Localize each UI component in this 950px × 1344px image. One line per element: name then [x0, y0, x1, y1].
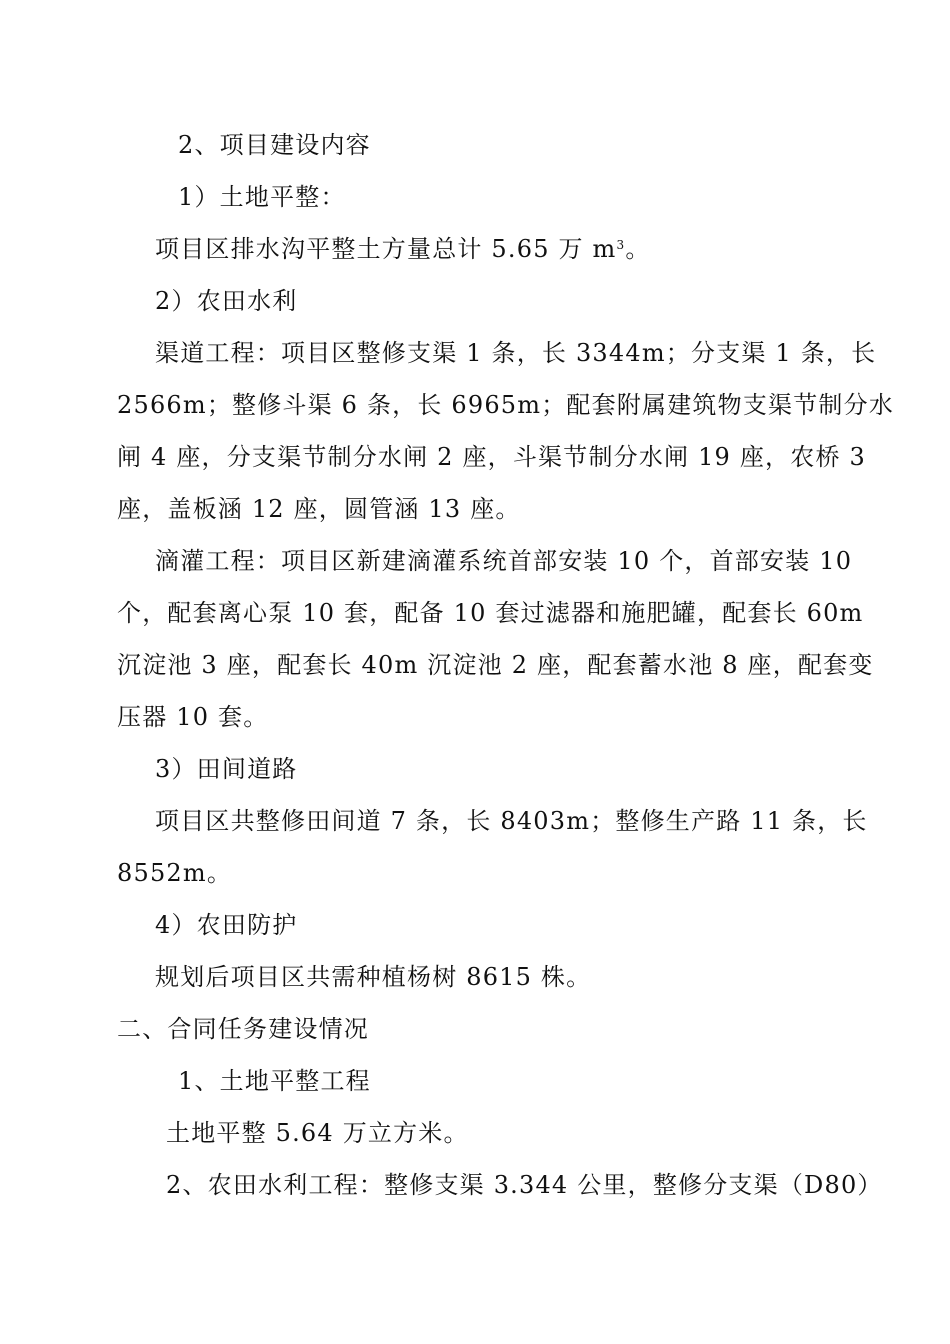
paragraph-roads-line-1: 项目区共整修田间道 7 条，长 8403m；整修生产路 11 条，长 — [155, 807, 868, 835]
subheading-field-roads: 3）田间道路 — [155, 755, 298, 783]
paragraph-earthwork — [155, 234, 651, 264]
paragraph-drip-line-1: 滴灌工程：项目区新建滴灌系统首部安装 10 个，首部安装 10 — [155, 547, 853, 575]
subheading-land-leveling: 1）土地平整： — [178, 183, 346, 211]
paragraph-roads-line-2: 8552m。 — [117, 859, 233, 887]
paragraph-drip-line-2: 个，配套离心泵 10 套，配备 10 套过滤器和施肥罐，配套长 60m — [117, 599, 864, 627]
section-heading-construction-content: 2、项目建设内容 — [178, 131, 371, 159]
paragraph-poplar-planting: 规划后项目区共需种植杨树 8615 株。 — [155, 963, 592, 991]
subheading-land-leveling-project: 1、土地平整工程 — [178, 1067, 371, 1095]
paragraph-channel-line-3: 闸 4 座，分支渠节制分水闸 2 座，斗渠节制分水闸 19 座，农桥 3 — [117, 443, 866, 471]
paragraph-channel-line-1: 渠道工程：项目区整修支渠 1 条，长 3344m；分支渠 1 条，长 — [155, 339, 877, 367]
paragraph-drip-line-4: 压器 10 套。 — [117, 703, 269, 731]
paragraph-land-leveling-volume: 土地平整 5.64 万立方米。 — [166, 1119, 469, 1147]
subheading-irrigation: 2）农田水利 — [155, 287, 298, 315]
paragraph-irrigation-project: 2、农田水利工程：整修支渠 3.344 公里，整修分支渠（D80） — [166, 1171, 883, 1199]
paragraph-channel-line-4: 座，盖板涵 12 座，圆管涵 13 座。 — [117, 495, 521, 523]
subheading-farmland-protection: 4）农田防护 — [155, 911, 298, 939]
section-heading-contract-tasks: 二、合同任务建设情况 — [117, 1015, 369, 1043]
paragraph-drip-line-3: 沉淀池 3 座，配套长 40m 沉淀池 2 座，配套蓄水池 8 座，配套变 — [117, 651, 874, 679]
cubic-superscript: 3 — [616, 238, 626, 252]
paragraph-channel-line-2: 2566m；整修斗渠 6 条，长 6965m；配套附属建筑物支渠节制分水 — [117, 391, 895, 419]
earthwork-period: 。 — [625, 235, 651, 263]
earthwork-text: 项目区排水沟平整土方量总计 5.65 万 m — [155, 235, 617, 263]
